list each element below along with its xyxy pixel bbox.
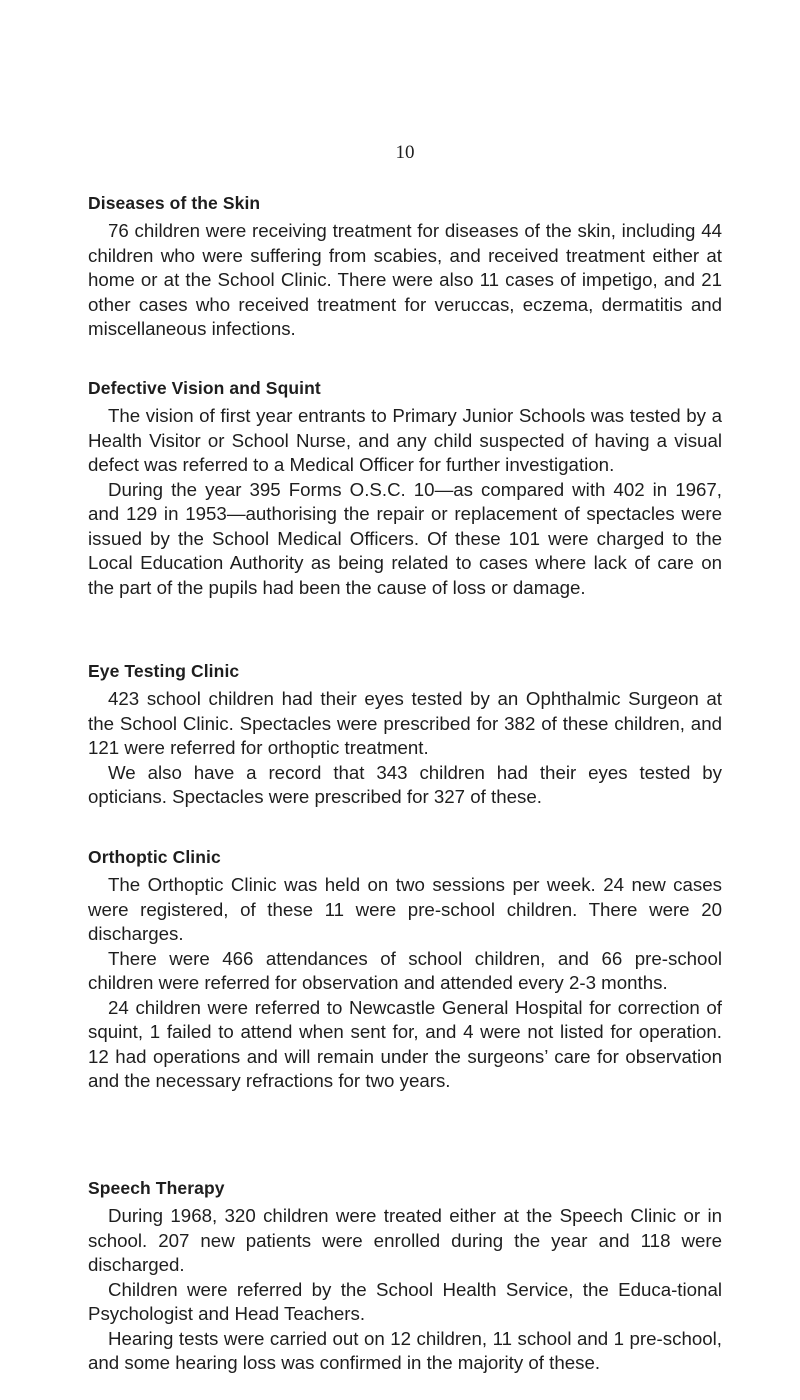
section-speech-therapy (88, 1177, 722, 1376)
paragraph: We also have a record that 343 children had their eyes tested by opticians. Spectacles were prescribed for 327 of these. (88, 761, 722, 807)
section-diseases-of-the-skin (88, 192, 722, 342)
section-heading: Diseases of the Skin (88, 193, 261, 213)
paragraph: 423 school children had their eyes tested by an Ophthalmic Surgeon at the School Clinic. Spectacles were prescribed for 382 of these children, and 121 were referred for orthoptic treatment. (88, 688, 722, 758)
section-heading: Speech Therapy (88, 1178, 225, 1198)
section-orthoptic-clinic (88, 846, 722, 1094)
page-number: 10 (395, 142, 415, 163)
paragraph: The vision of first year entrants to Primary Junior Schools was tested by a Health Visitor or School Nurse, and any child suspected of having a visual defect was referred to a Medical Officer for further investigation. (88, 405, 722, 475)
paragraph: During the year 395 Forms O.S.C. 10—as compared with 402 in 1967, and 129 in 1953—authorising the repair or replacement of spectacles were issued by the School Medical Officers. Of these 101 were charged to the Local Education Authority as being related to cases where lack of care on the part of the pupils had been the cause of loss or damage. (88, 478, 722, 598)
section-eye-testing-clinic (88, 660, 722, 810)
section-heading: Eye Testing Clinic (88, 661, 240, 681)
paragraph: Hearing tests were carried out on 12 children, 11 school and 1 pre-school, and some hearing loss was confirmed in the majority of these. (88, 1327, 722, 1373)
paragraph: The Orthoptic Clinic was held on two sessions per week. 24 new cases were registered, of these 11 were pre-school children. There were 20 discharges. (88, 874, 722, 944)
section-heading: Orthoptic Clinic (88, 847, 221, 867)
section-defective-vision-and-squint (88, 377, 722, 600)
paragraph: 24 children were referred to Newcastle General Hospital for correction of squint, 1 failed to attend when sent for, and 4 were not listed for operation. 12 had operations and will remain under the surgeons’ care for observation and the necessary refractions for two years. (88, 996, 722, 1091)
paragraph: During 1968, 320 children were treated either at the Speech Clinic or in school. 207 new patients were enrolled during the year and 118 were discharged. (88, 1205, 722, 1275)
paragraph: 76 children were receiving treatment for diseases of the skin, including 44 children who were suffering from scabies, and received treatment either at home or at the School Clinic. There were also 11 cases of impetigo, and 21 other cases who received treatment for veruccas, eczema, dermatitis and miscellaneous infections. (88, 220, 722, 339)
paragraph: There were 466 attendances of school children, and 66 pre-school children were referred for observation and attended every 2-3 months. (88, 947, 722, 993)
section-heading: Defective Vision and Squint (88, 378, 321, 398)
paragraph: Children were referred by the School Health Service, the Educa-tional Psychologist and Head Teachers. (88, 1278, 722, 1324)
